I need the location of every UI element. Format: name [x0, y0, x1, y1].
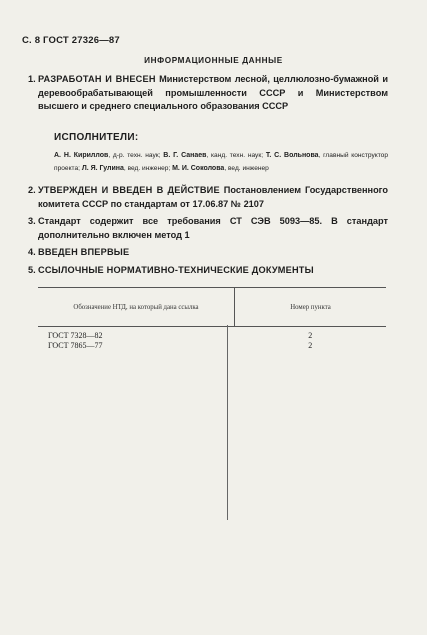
performer-role: , вед. инженер; — [123, 164, 173, 172]
section-text: Постановлением Государственного комитета СССР по стандартам от 17.06.87 № 2107 — [38, 185, 389, 209]
performer-name: Л. Я. Гулина — [81, 164, 124, 172]
performer-name: Т. С. Вольнова — [265, 152, 319, 159]
table-cell-clause: 2 — [308, 341, 313, 350]
section-number: 5. — [28, 265, 36, 275]
section-2 — [28, 184, 389, 211]
section-text: Министерством лесной, целлюлозно-бумажной и деревообрабатывающей промышленности СССР и Министерством высшего и среднего специального образования СССР — [38, 74, 388, 111]
section-3 — [28, 215, 388, 242]
column-header-document: Обозначение НТД, на который дана ссылка — [38, 288, 235, 327]
performers-list — [54, 150, 388, 176]
section-text: Стандарт содержит все требования СТ СЭВ 5093—85. В стандарт дополнительно включен метод 1 — [38, 216, 388, 240]
performer-role: , главный конструктор проекта; — [54, 152, 388, 172]
table-cell-document: ГОСТ 7865—77 — [48, 341, 103, 350]
performers-heading: ИСПОЛНИТЕЛИ: — [54, 132, 139, 143]
section-number: 2. — [28, 185, 36, 195]
section-1 — [28, 73, 388, 114]
performer-name: В. Г. Санаев — [163, 152, 207, 159]
section-heading: РАЗРАБОТАН И ВНЕСЕН — [38, 74, 156, 84]
performer-name: А. Н. Кириллов — [54, 152, 109, 159]
section-heading: УТВЕРЖДЕН И ВВЕДЕН В ДЕЙСТВИЕ — [38, 185, 220, 195]
section-number: 1. — [28, 74, 36, 84]
section-number: 4. — [28, 247, 36, 257]
performer-role: , канд. техн. наук; — [206, 152, 266, 159]
table-row — [38, 331, 386, 341]
table-cell-clause: 2 — [308, 331, 313, 340]
section-5 — [28, 264, 388, 278]
page-title: ИНФОРМАЦИОННЫЕ ДАННЫЕ — [144, 56, 283, 65]
table-row — [38, 341, 386, 351]
section-number: 3. — [28, 216, 36, 226]
section-heading: ВВЕДЕН ВПЕРВЫЕ — [38, 247, 130, 257]
section-heading: ССЫЛОЧНЫЕ НОРМАТИВНО-ТЕХНИЧЕСКИЕ ДОКУМЕНТЫ — [38, 265, 314, 275]
column-header-clause: Номер пункта — [235, 288, 387, 327]
references-table — [38, 287, 386, 351]
performer-role: , д-р. техн. наук; — [108, 152, 164, 159]
performer-name: М. И. Соколова — [172, 164, 225, 172]
page-header: С. 8 ГОСТ 27326—87 — [22, 35, 120, 46]
table-cell-document: ГОСТ 7328—82 — [48, 331, 103, 340]
section-4 — [28, 246, 388, 260]
performer-role: , вед. инженер — [224, 164, 269, 172]
table-column-divider — [227, 325, 228, 520]
table-header-row — [38, 288, 386, 327]
